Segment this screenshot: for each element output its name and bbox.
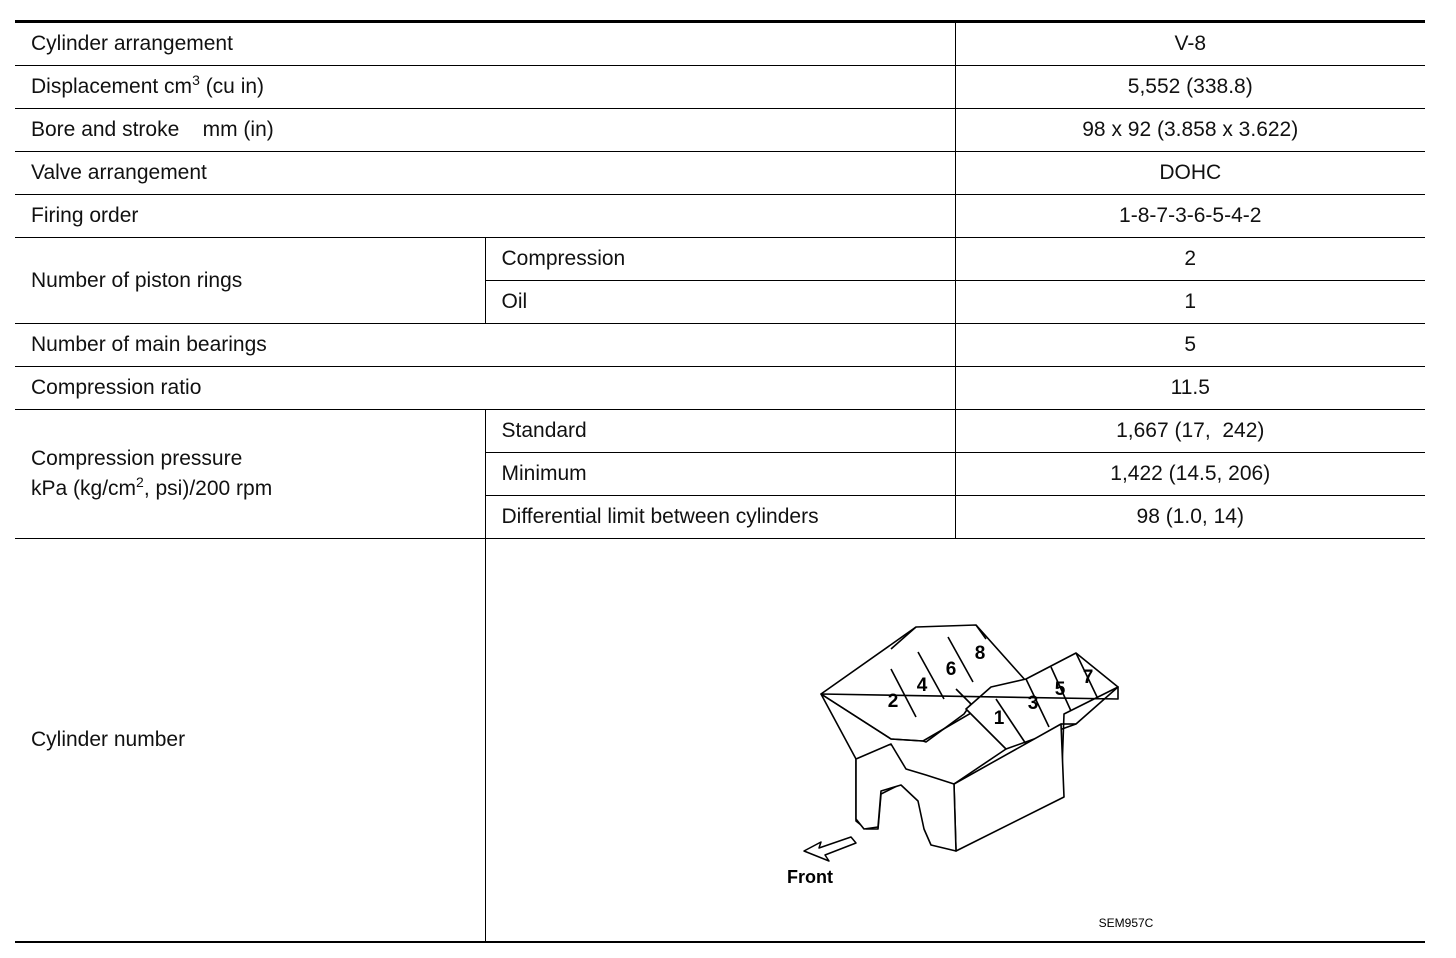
cylinder-label: 6 [945, 659, 956, 680]
row-label [15, 410, 485, 539]
front-label: Front [786, 867, 833, 887]
cylinder-label: 8 [974, 643, 985, 664]
row-value: DOHC [955, 152, 1425, 195]
row-label: Number of main bearings [15, 324, 955, 367]
row-label: Number of piston rings [15, 238, 485, 324]
row-value: 5,552 (338.8) [955, 66, 1425, 109]
row-value: 1-8-7-3-6-5-4-2 [955, 195, 1425, 238]
row-value: 98 (1.0, 14) [955, 496, 1425, 539]
sub-label: Oil [485, 281, 955, 324]
table-row [15, 109, 1425, 152]
pressure-label-line2: kPa ($kg/cm^2$, psi)/200 rpm [31, 474, 273, 500]
row-label: Cylinder arrangement [15, 22, 955, 66]
row-value: V-8 [955, 22, 1425, 66]
row-value: 1,667 (17, 242) [955, 410, 1425, 453]
figure-cell [485, 539, 1425, 943]
row-value: 5 [955, 324, 1425, 367]
row-value: 1,422 (14.5, 206) [955, 453, 1425, 496]
table-row [15, 66, 1425, 109]
table-row [15, 195, 1425, 238]
table-row [15, 367, 1425, 410]
row-value: 2 [955, 238, 1425, 281]
table-row [15, 539, 1425, 943]
row-label: Bore and stroke mm (in) [15, 109, 955, 152]
v8-engine-block-illustration [486, 539, 1426, 941]
table-row [15, 324, 1425, 367]
cylinder-diagram [486, 539, 1426, 941]
row-value: 98 x 92 (3.858 x 3.622) [955, 109, 1425, 152]
row-label: Cylinder number [15, 539, 485, 943]
sub-label: Standard [485, 410, 955, 453]
pressure-label-line1: Compression pressure [31, 447, 243, 470]
row-value: 1 [955, 281, 1425, 324]
sub-label: Compression [485, 238, 955, 281]
table-row [15, 152, 1425, 195]
cylinder-label: 2 [887, 691, 898, 712]
table-row [15, 22, 1425, 66]
cylinder-label: 7 [1082, 667, 1093, 688]
engine-spec-table [15, 20, 1425, 943]
cylinder-label: 1 [993, 708, 1004, 729]
front-arrow-icon [804, 837, 856, 861]
table-row [15, 410, 1425, 453]
row-label: Compression ratio [15, 367, 955, 410]
row-value: 11.5 [955, 367, 1425, 410]
sub-label: Minimum [485, 453, 955, 496]
figure-code: SEM957C [1098, 916, 1153, 930]
sub-label: Differential limit between cylinders [485, 496, 955, 539]
cylinder-label: 3 [1027, 693, 1038, 714]
cylinder-label: 4 [916, 675, 927, 696]
row-label: Firing order [15, 195, 955, 238]
row-label: Valve arrangement [15, 152, 955, 195]
cylinder-label: 5 [1054, 679, 1065, 700]
table-row [15, 238, 1425, 281]
row-label: Displacement $cm^3$ (cu in) [15, 66, 955, 109]
